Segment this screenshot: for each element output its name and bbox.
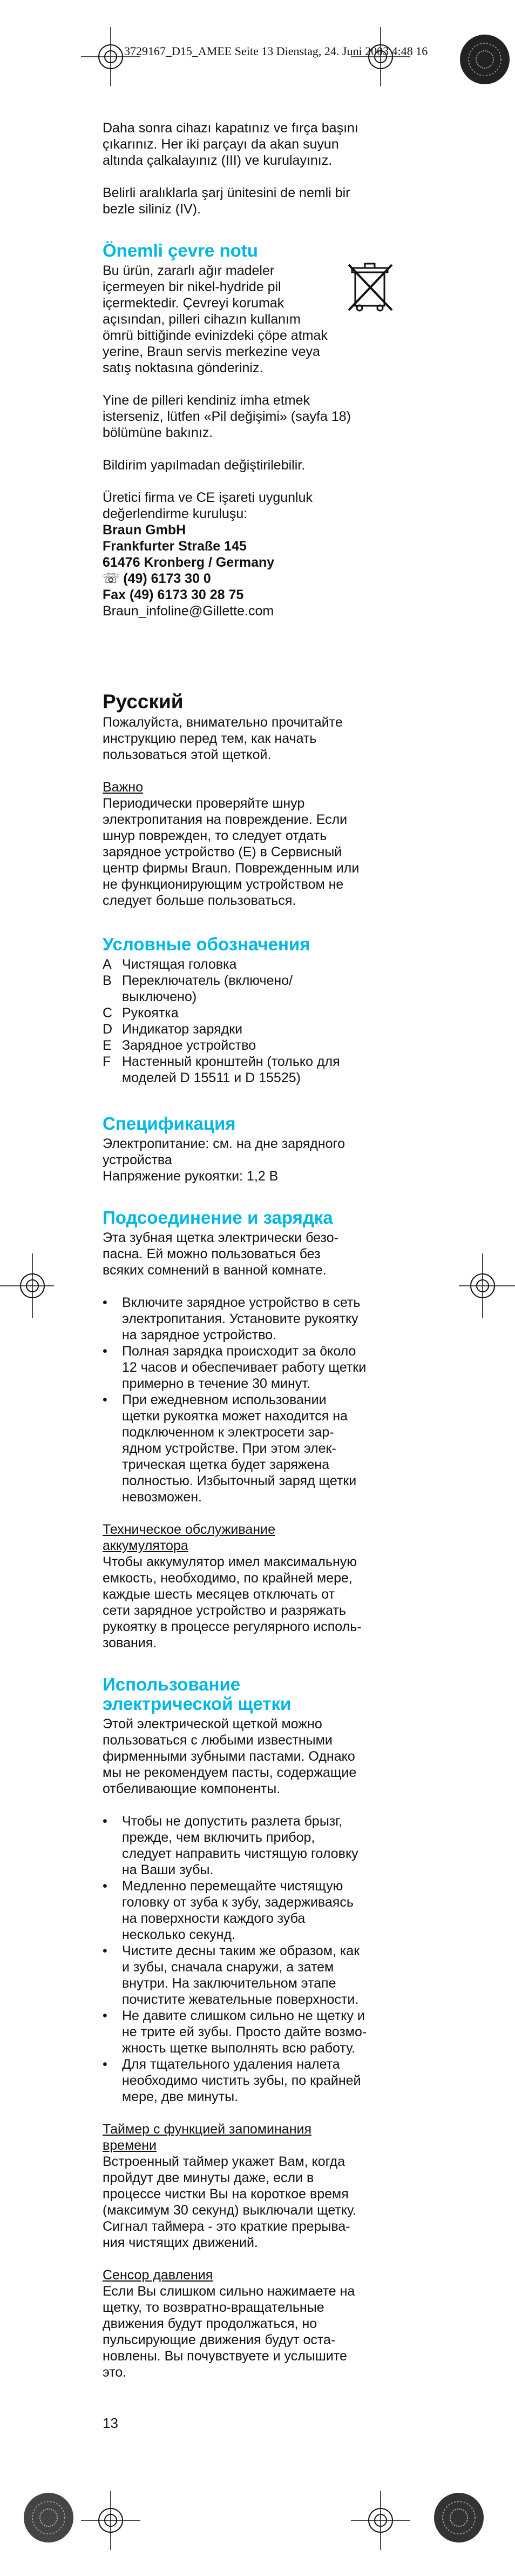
important-text: Периодически проверяйте шнур электропитания на повреждение. Если шнур поврежден, то следует отдать зарядное устройство (E) в Сервисный центр фирмы Braun. Поврежденным или не функционирующим устройством не следует больше пользоваться. bbox=[103, 796, 360, 908]
registration-mark-right-icon bbox=[459, 1253, 515, 1318]
company-phone: ☏ (49) 6173 30 0 bbox=[103, 571, 211, 586]
color-wheel-bottom-left-icon bbox=[22, 2491, 76, 2545]
parts-legend bbox=[103, 956, 405, 1086]
registration-mark-bottom-center-icon bbox=[351, 2491, 410, 2550]
specification-text: Электропитание: см. на дне зарядного устройства Напряжение рукоятки: 1,2 В bbox=[103, 1136, 345, 1184]
color-wheel-top-right-icon bbox=[458, 32, 512, 86]
color-wheel-bottom-right-icon bbox=[432, 2491, 486, 2545]
connect-charge-heading: Подсоединение и зарядка bbox=[103, 1208, 333, 1227]
pressure-sensor-label: Сенсор давления bbox=[103, 2268, 213, 2283]
symbols-heading: Условные обозначения bbox=[103, 934, 310, 954]
list-item: • При ежедневном использовании щетки рукоятка может находится на подключенном к электросети зар- ядном устройстве. При этом элек- трическая щетка будет заряжена полностью. Избыточный заряд щетки невозможен. bbox=[103, 1392, 357, 1505]
battery-disposal-text: Yine de pilleri kendiniz imha etmek isterseniz, lütfen «Pil değişimi» (sayfa 18) bölümüne bakınız. bbox=[103, 393, 351, 440]
timer-label: Таймер с функцией запоминания времени bbox=[103, 2122, 312, 2153]
environment-note-heading: Önemli çevre notu bbox=[103, 240, 258, 260]
timer-text: Встроенный таймер укажет Вам, когда пройдут две минуты даже, если в процессе чистки Вы на короткое время (максимум 30 секунд) выключали щетку. Сигнал таймера - это краткие прерыва- ния чистящих движений. bbox=[103, 2154, 357, 2250]
notice-text: Bildirim yapılmadan değiştirilebilir. bbox=[103, 458, 306, 473]
list-item: моделей D 15511 и D 15525) bbox=[122, 1070, 301, 1085]
manufacturer-block: Üretici firma ve CE işareti uygunluk değerlendirme kuruluşu: Braun GmbH Frankfurter Straße 145 61476 Kronberg / Germany ☏ (49) 6173 30 0 Fax (49) 6173 30 28 75 Braun_infoline@Gillette.com bbox=[103, 490, 313, 619]
connect-bullets bbox=[103, 1294, 405, 1505]
russian-section bbox=[103, 690, 405, 2380]
environment-note-text: Bu ürün, zararlı ağır madeler içermeyen bir nikel-hydride pil içermektedir. Çevreyi korumak açısından, pilleri cihazın kullanım ömrü bittiğinde evinizdeki çöpe atmak yerine, Braun servis merkezine veya satış noktasına gönderiniz. bbox=[103, 263, 328, 375]
list-item: D Индикатор зарядки bbox=[103, 1022, 243, 1037]
page-number: 13 bbox=[103, 2415, 118, 2431]
russian-language-heading: Русский bbox=[103, 690, 184, 713]
company-email: Braun_infoline@Gillette.com bbox=[103, 603, 274, 619]
specification-heading: Спецификация bbox=[103, 1113, 236, 1133]
list-item: • Чистите десны таким же образом, как и зубы, сначала снаружи, а затем внутри. На заключительном этапе почистите жевательные поверхности. bbox=[103, 1943, 360, 2007]
company-name: Braun GmbH bbox=[103, 522, 186, 538]
company-street: Frankfurter Straße 145 bbox=[103, 539, 247, 554]
list-item: выключено) bbox=[122, 989, 197, 1004]
company-fax: Fax (49) 6173 30 28 75 bbox=[103, 587, 244, 602]
charger-cleaning-text: Belirli aralıklarla şarj ünitesini de nemli bir bezle siliniz (IV). bbox=[103, 185, 350, 217]
list-item: C Рукоятка bbox=[103, 1005, 179, 1021]
registration-mark-top-left-icon bbox=[81, 27, 140, 86]
list-item: • Полная зарядка происходит за ôколо 12 часов и обеспечивает работу щетки примерно в течение 30 минут. bbox=[103, 1344, 367, 1391]
important-label: Важно bbox=[103, 780, 144, 795]
list-item: • Чтобы не допустить разлета брызг, прежде, чем включить прибор, следует направить чистящую головку на Ваши зубы. bbox=[103, 1814, 358, 1877]
cleaning-text: Daha sonra cihazı kapatınız ve fırça başını çıkarınız. Her iki parçayı da akan suyun altında çalkalayınız (III) ve kurulayınız. bbox=[103, 120, 358, 168]
registration-mark-left-icon bbox=[0, 1253, 54, 1318]
pressure-sensor-text: Если Вы слишком сильно нажимаете на щетку, то возвратно-вращательные движения будут продолжаться, но пульсирующие движения будут оста- новлены. Вы почувствуете и услышите это. bbox=[103, 2284, 355, 2380]
registration-mark-top-center-icon bbox=[351, 27, 410, 86]
turkish-section bbox=[103, 120, 405, 619]
list-item: A Чистящая головка bbox=[103, 957, 237, 972]
usage-bullets bbox=[103, 1813, 405, 2105]
battery-maintenance-text: Чтобы аккумулятор имел максимальную емкость, необходимо, по крайней мере, каждые шесть месяцев отключать от сети зарядное устройство и разряжать рукоятку в процессе регулярного исполь- зования. bbox=[103, 1554, 362, 1651]
list-item: • Включите зарядное устройство в сеть электропитания. Установите рукоятку на зарядное устройство. bbox=[103, 1295, 361, 1343]
registration-mark-bottom-left-icon bbox=[81, 2491, 140, 2550]
list-item: B Переключатель (включено/ bbox=[103, 973, 293, 988]
company-city: 61476 Kronberg / Germany bbox=[103, 555, 275, 570]
connect-intro-text: Эта зубная щетка электрически безо- пасна. Ей можно пользоваться без всяких сомнений в ванной комнате. bbox=[103, 1230, 338, 1278]
russian-intro-text: Пожалуйста, внимательно прочитайте инструкцию перед тем, как начать пользоваться этой щеткой. bbox=[103, 715, 343, 762]
list-item: • Не давите слишком сильно не щетку и не трите ей зубы. Просто дайте возмо- жность щетке выполнять всю работу. bbox=[103, 2008, 367, 2056]
battery-maintenance-label: Техническое обслуживание аккумулятора bbox=[103, 1522, 275, 1553]
list-item: E Зарядное устройство bbox=[103, 1038, 256, 1053]
list-item: • Медленно перемещайте чистящую головку от зуба к зубу, задерживаясь на поверхности каждого зуба несколько секунд. bbox=[103, 1879, 354, 1942]
usage-intro-text: Этой электрической щеткой можно пользоваться с любыми известными фирменными зубными пастами. Однако мы не рекомендуем пасты, содержащие отбеливающие компоненты. bbox=[103, 1716, 357, 1796]
list-item: • Для тщательного удаления налета необходимо чистить зубы, по крайней мере, две минуты. bbox=[103, 2057, 361, 2104]
usage-heading: Использование электрической щетки bbox=[103, 1674, 292, 1714]
print-header: 3729167_D15_AMEE Seite 13 Dienstag, 24. Juni 2003 4:48 16 bbox=[124, 44, 428, 58]
list-item: F Настенный кронштейн (только для bbox=[103, 1054, 340, 1069]
